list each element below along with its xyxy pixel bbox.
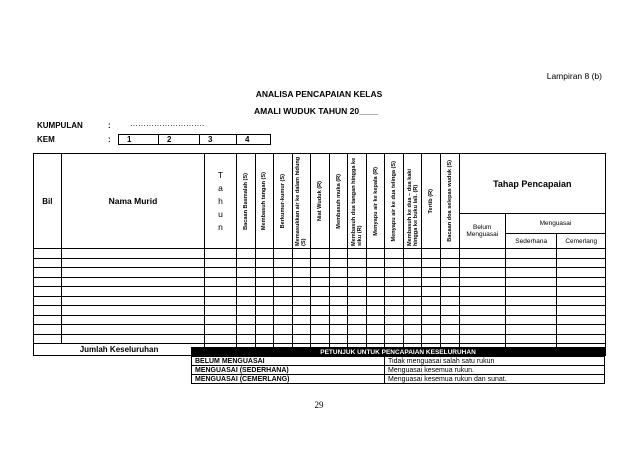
table-cell[interactable] [348,249,367,259]
table-cell[interactable] [34,287,62,297]
step-header: Membasuh ke dua – dua kaki hingga ke buku lali. (R) [403,154,422,249]
table-cell[interactable] [34,315,62,325]
table-row [34,287,606,297]
table-cell[interactable] [329,325,348,335]
table-cell[interactable] [311,287,330,297]
table-cell[interactable] [403,334,422,344]
table-cell[interactable] [403,325,422,335]
table-cell[interactable] [237,287,256,297]
table-cell[interactable] [274,258,293,268]
table-cell[interactable] [459,334,505,344]
table-cell[interactable] [441,249,460,259]
table-cell[interactable] [385,306,404,316]
table-cell[interactable] [292,249,311,259]
step-header: Berkumur-kumur (S) [274,154,293,249]
table-cell[interactable] [366,268,385,278]
table-cell[interactable] [311,249,330,259]
step-header: Memasukkan air ke dalam hidung (S) [292,154,311,249]
table-row [34,325,606,335]
step-header: Membasuh muka (R) [329,154,348,249]
table-cell[interactable] [505,268,557,278]
menguasai-header: Menguasai [505,214,605,234]
table-cell[interactable] [205,296,237,306]
table-cell[interactable] [557,306,606,316]
table-cell[interactable] [348,325,367,335]
table-cell[interactable] [441,306,460,316]
table-cell[interactable] [505,277,557,287]
table-cell[interactable] [292,334,311,344]
table-cell[interactable] [385,334,404,344]
jumlah-keseluruhan-label: Jumlah Keseluruhan [34,344,205,356]
table-cell[interactable] [34,268,62,278]
kem-option[interactable]: 2 [159,135,200,145]
table-cell[interactable] [255,315,274,325]
table-cell[interactable] [348,268,367,278]
table-cell[interactable] [205,306,237,316]
table-cell[interactable] [205,268,237,278]
table-cell[interactable] [205,258,237,268]
table-cell[interactable] [237,268,256,278]
kumpulan-separator: : [108,121,111,130]
table-cell[interactable] [61,287,204,297]
tahun-header: T a h u n [205,154,237,249]
table-cell[interactable] [505,296,557,306]
table-cell[interactable] [237,277,256,287]
sederhana-header: Sederhana [505,234,557,249]
table-cell[interactable] [557,334,606,344]
step-header: Menyapu air ke kepala (R) [366,154,385,249]
kumpulan-label: KUMPULAN [37,121,83,130]
table-cell[interactable] [441,334,460,344]
table-cell[interactable] [441,268,460,278]
table-cell[interactable] [348,277,367,287]
table-cell[interactable] [34,249,62,259]
step-header: Niat Wuduk (R) [311,154,330,249]
page-title: ANALISA PENCAPAIAN KELAS [255,89,383,99]
petunjuk-desc: Menguasai kesemua rukun. [385,366,605,375]
bil-header: Bil [34,154,62,249]
table-cell[interactable] [292,258,311,268]
table-cell[interactable] [366,277,385,287]
table-cell[interactable] [237,306,256,316]
petunjuk-level: BELUM MENGUASAI [192,357,385,366]
table-cell[interactable] [441,315,460,325]
table-cell[interactable] [403,258,422,268]
petunjuk-level: MENGUASAI (SEDERHANA) [192,366,385,375]
petunjuk-level: MENGUASAI (CEMERLANG) [192,375,385,384]
table-cell[interactable] [34,277,62,287]
table-cell[interactable] [422,315,441,325]
table-cell[interactable] [403,249,422,259]
table-cell[interactable] [34,325,62,335]
table-cell[interactable] [205,325,237,335]
tahap-pencapaian-header: Tahap Pencapaian [459,154,605,214]
table-cell[interactable] [505,258,557,268]
table-cell[interactable] [385,287,404,297]
table-cell[interactable] [292,315,311,325]
table-cell[interactable] [274,277,293,287]
table-cell[interactable] [366,325,385,335]
table-cell[interactable] [422,277,441,287]
table-cell[interactable] [505,249,557,259]
table-cell[interactable] [422,258,441,268]
table-cell[interactable] [348,334,367,344]
table-cell[interactable] [385,249,404,259]
table-cell[interactable] [61,306,204,316]
table-cell[interactable] [557,258,606,268]
table-cell[interactable] [422,249,441,259]
table-cell[interactable] [255,258,274,268]
kem-label: KEM [37,135,55,144]
table-cell[interactable] [34,306,62,316]
table-cell[interactable] [292,277,311,287]
table-cell[interactable] [557,296,606,306]
table-cell[interactable] [311,315,330,325]
table-cell[interactable] [422,325,441,335]
table-cell[interactable] [34,334,62,344]
table-cell[interactable] [385,315,404,325]
table-cell[interactable] [255,325,274,335]
table-cell[interactable] [311,268,330,278]
table-cell[interactable] [61,268,204,278]
table-cell[interactable] [557,268,606,278]
table-cell[interactable] [385,258,404,268]
table-cell[interactable] [205,315,237,325]
table-cell[interactable] [366,296,385,306]
nama-murid-header: Nama Murid [61,154,204,249]
table-cell[interactable] [505,315,557,325]
table-cell[interactable] [205,287,237,297]
table-cell[interactable] [348,296,367,306]
kem-option[interactable]: 3 [200,135,237,145]
table-cell[interactable] [292,268,311,278]
table-cell[interactable] [348,287,367,297]
table-cell[interactable] [205,277,237,287]
table-row [34,249,606,259]
table-cell[interactable] [403,287,422,297]
table-cell[interactable] [311,296,330,306]
table-cell[interactable] [255,287,274,297]
table-cell[interactable] [441,258,460,268]
table-cell[interactable] [385,277,404,287]
table-cell[interactable] [557,277,606,287]
table-cell[interactable] [329,315,348,325]
petunjuk-desc: Tidak menguasai salah satu rukun [385,357,605,366]
table-cell[interactable] [441,277,460,287]
step-header: Tertib (R) [422,154,441,249]
kem-options [118,134,271,145]
table-cell[interactable] [505,306,557,316]
table-cell[interactable] [274,268,293,278]
table-cell[interactable] [403,315,422,325]
table-cell[interactable] [329,296,348,306]
table-cell[interactable] [237,296,256,306]
table-cell[interactable] [505,325,557,335]
table-cell[interactable] [385,325,404,335]
table-cell[interactable] [237,258,256,268]
table-cell[interactable] [205,334,237,344]
table-cell[interactable] [459,296,505,306]
table-cell[interactable] [292,296,311,306]
table-cell[interactable] [459,287,505,297]
table-cell[interactable] [274,306,293,316]
page-subtitle: AMALI WUDUK TAHUN 20____ [254,106,379,116]
petunjuk-table [191,347,605,384]
step-header: Bacaan Basmalah (S) [237,154,256,249]
table-cell[interactable] [329,306,348,316]
table-cell[interactable] [385,268,404,278]
table-cell[interactable] [255,296,274,306]
table-cell[interactable] [329,249,348,259]
table-cell[interactable] [255,277,274,287]
step-header: Bacaan doa selepas wuduk (S) [441,154,460,249]
table-row [34,315,606,325]
table-cell[interactable] [366,334,385,344]
table-cell[interactable] [422,287,441,297]
table-cell[interactable] [329,268,348,278]
table-cell[interactable] [274,334,293,344]
table-cell[interactable] [329,258,348,268]
table-cell[interactable] [61,315,204,325]
table-cell[interactable] [403,268,422,278]
table-cell[interactable] [385,296,404,306]
table-cell[interactable] [237,325,256,335]
table-cell[interactable] [311,325,330,335]
table-cell[interactable] [348,306,367,316]
table-cell[interactable] [61,325,204,335]
step-header: Menyapu air ke dua telinga (S) [385,154,404,249]
step-header: Membasuh dua tangan hingga ke siku (R) [348,154,367,249]
table-cell[interactable] [311,334,330,344]
table-cell[interactable] [292,306,311,316]
table-cell[interactable] [366,249,385,259]
table-cell[interactable] [274,249,293,259]
table-cell[interactable] [61,258,204,268]
table-cell[interactable] [403,296,422,306]
table-cell[interactable] [403,277,422,287]
table-row [34,306,606,316]
page-number: 29 [314,400,324,410]
table-cell[interactable] [422,268,441,278]
lampiran-label: Lampiran 8 (b) [546,71,602,81]
table-cell[interactable] [237,249,256,259]
table-cell[interactable] [459,306,505,316]
table-cell[interactable] [274,296,293,306]
table-cell[interactable] [441,325,460,335]
table-cell[interactable] [557,315,606,325]
table-row [34,268,606,278]
table-cell[interactable] [505,334,557,344]
table-cell[interactable] [274,315,293,325]
table-cell[interactable] [557,249,606,259]
table-row [34,258,606,268]
table-cell[interactable] [366,287,385,297]
table-cell[interactable] [329,287,348,297]
table-cell[interactable] [292,325,311,335]
table-cell[interactable] [34,296,62,306]
table-cell[interactable] [311,306,330,316]
table-cell[interactable] [459,258,505,268]
table-cell[interactable] [329,334,348,344]
table-cell[interactable] [348,258,367,268]
table-cell[interactable] [274,287,293,297]
step-header: Membasuh tangan (S) [255,154,274,249]
table-cell[interactable] [311,277,330,287]
kem-option[interactable]: 4 [237,135,271,145]
table-cell[interactable] [311,258,330,268]
table-cell[interactable] [61,249,204,259]
petunjuk-title: PETUNJUK UNTUK PENCAPAIAN KESELURUHAN [192,348,605,357]
table-cell[interactable] [459,249,505,259]
table-cell[interactable] [205,249,237,259]
belum-menguasai-header: Belum Menguasai [459,214,505,249]
table-cell[interactable] [237,334,256,344]
kem-separator: : [108,135,111,144]
table-cell[interactable] [441,287,460,297]
table-cell[interactable] [61,277,204,287]
table-cell[interactable] [422,334,441,344]
kumpulan-value[interactable]: ………………………. [130,119,205,128]
table-row [34,334,606,344]
table-cell[interactable] [459,315,505,325]
table-cell[interactable] [366,258,385,268]
table-cell[interactable] [34,258,62,268]
table-cell[interactable] [557,325,606,335]
table-cell[interactable] [348,315,367,325]
table-cell[interactable] [366,306,385,316]
table-cell[interactable] [329,277,348,287]
table-cell[interactable] [403,306,422,316]
kem-option[interactable]: 1 [119,135,159,145]
table-cell[interactable] [255,249,274,259]
table-cell[interactable] [61,334,204,344]
table-cell[interactable] [422,306,441,316]
table-cell[interactable] [292,287,311,297]
table-row [34,277,606,287]
table-cell[interactable] [237,315,256,325]
table-cell[interactable] [61,296,204,306]
table-cell[interactable] [441,296,460,306]
table-cell[interactable] [274,325,293,335]
table-cell[interactable] [459,268,505,278]
analysis-table [33,153,606,356]
table-cell[interactable] [459,277,505,287]
table-cell[interactable] [255,268,274,278]
table-cell[interactable] [255,334,274,344]
table-cell[interactable] [422,296,441,306]
table-cell[interactable] [459,325,505,335]
table-cell[interactable] [557,287,606,297]
petunjuk-desc: Menguasai kesemua rukun dan sunat. [385,375,605,384]
table-cell[interactable] [366,315,385,325]
table-cell[interactable] [255,306,274,316]
cemerlang-header: Cemerlang [557,234,606,249]
table-cell[interactable] [505,287,557,297]
table-row [34,296,606,306]
